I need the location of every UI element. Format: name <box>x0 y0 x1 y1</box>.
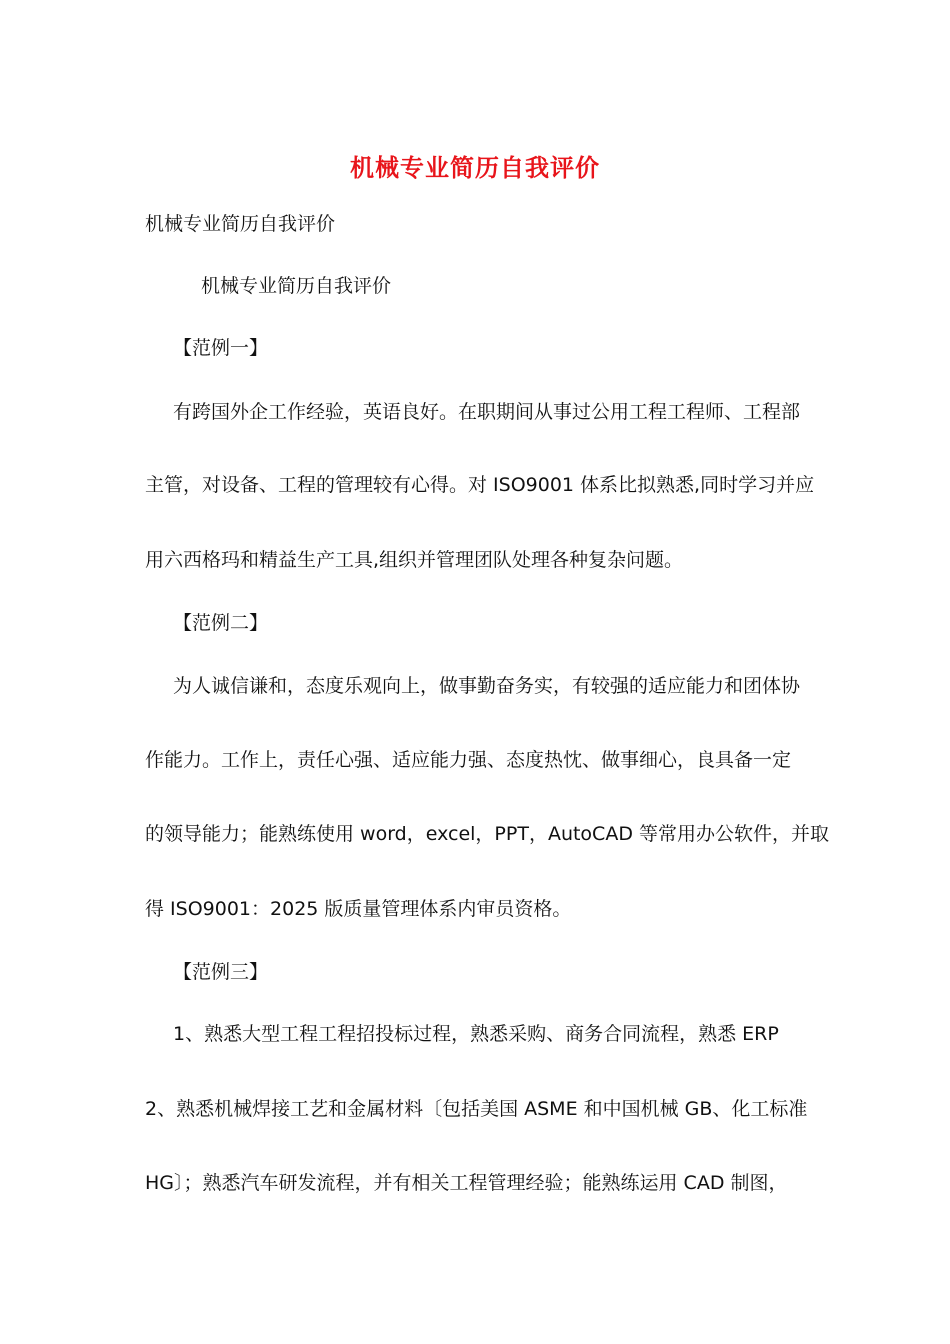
list-item-line: 1、熟悉大型工程工程招投标过程，熟悉采购、商务合同流程，熟悉 ERP <box>173 1023 779 1045</box>
example-two-heading: 【范例二】 <box>173 612 269 634</box>
list-item-line: HG〕；熟悉汽车研发流程，并有相关工程管理经验；能熟练运用 CAD 制图， <box>145 1172 788 1194</box>
paragraph-line: 的领导能力；能熟练使用 word，excel，PPT，AutoCAD 等常用办公软件，并取 <box>145 823 829 845</box>
document-title: 机械专业简历自我评价 <box>350 153 600 182</box>
paragraph-line: 有跨国外企工作经验，英语良好。在职期间从事过公用工程工程师、工程部 <box>173 401 801 423</box>
example-three-heading: 【范例三】 <box>173 961 269 983</box>
paragraph-line: 主管，对设备、工程的管理较有心得。对 ISO9001 体系比拟熟悉,同时学习并应 <box>145 474 815 496</box>
subtitle-line: 机械专业简历自我评价 <box>145 213 336 235</box>
example-one-heading: 【范例一】 <box>173 337 269 359</box>
paragraph-line: 为人诚信谦和，态度乐观向上，做事勤奋务实，有较强的适应能力和团体协 <box>173 675 801 697</box>
paragraph-line: 作能力。工作上，责任心强、适应能力强、态度热忱、做事细心，良具备一定 <box>145 749 792 771</box>
list-item-line: 2、熟悉机械焊接工艺和金属材料〔包括美国 ASME 和中国机械 GB、化工标准 <box>145 1098 808 1120</box>
paragraph-line: 得 ISO9001：2025 版质量管理体系内审员资格。 <box>145 898 572 920</box>
paragraph-line: 用六西格玛和精益生产工具,组织并管理团队处理各种复杂问题。 <box>145 549 684 571</box>
indented-subtitle-line: 机械专业简历自我评价 <box>201 275 392 297</box>
